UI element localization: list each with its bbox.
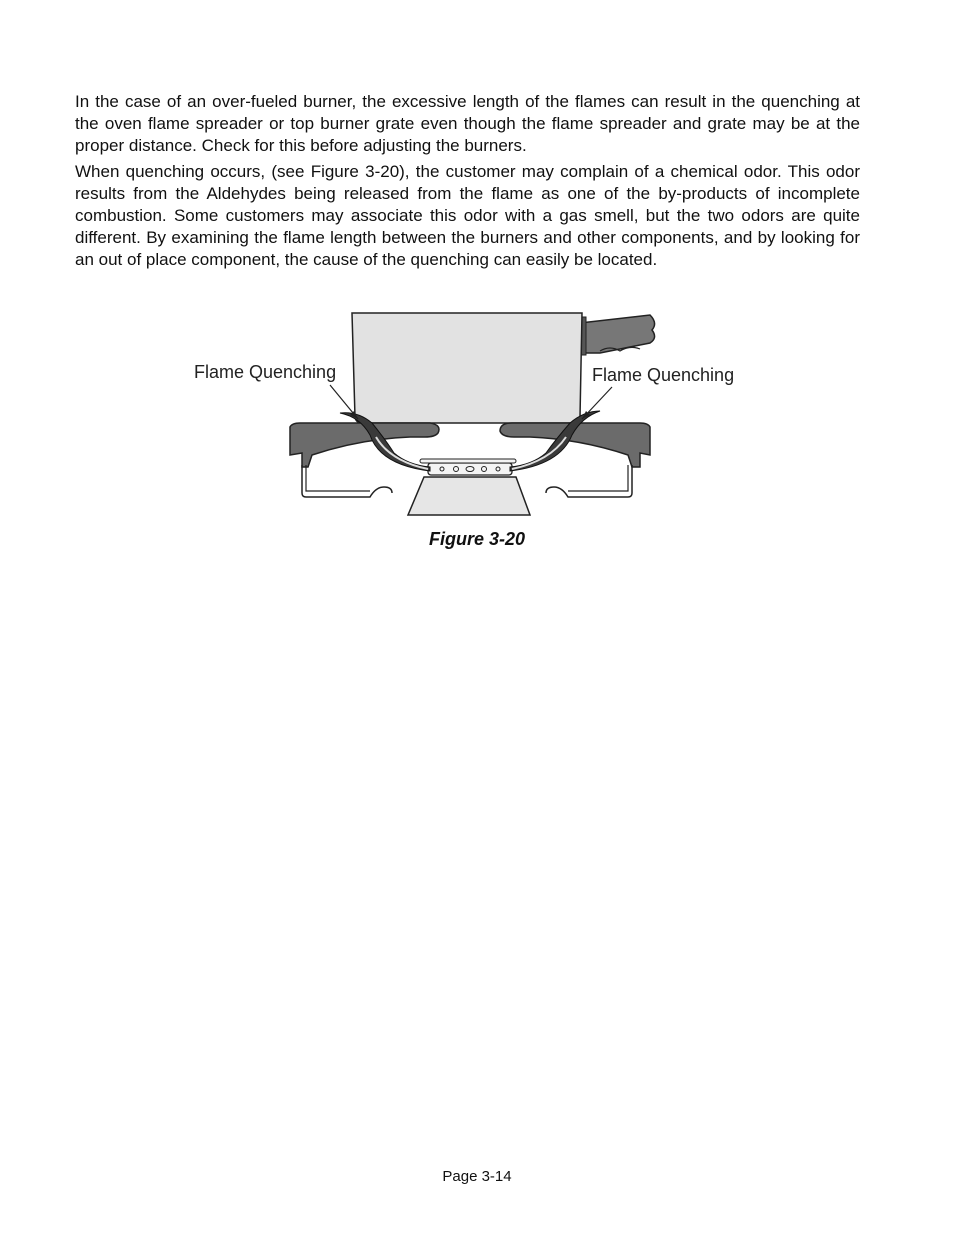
pot bbox=[352, 313, 582, 423]
label-flame-quenching-left: Flame Quenching bbox=[194, 362, 337, 382]
page-number: Page 3-14 bbox=[442, 1168, 512, 1185]
pot-handle bbox=[580, 315, 655, 353]
burner-head bbox=[428, 463, 512, 475]
burner-quenching-diagram bbox=[180, 305, 760, 525]
burner-pan-left bbox=[302, 465, 392, 497]
figure-caption: Figure 3-20 bbox=[428, 529, 526, 549]
burner-body bbox=[408, 477, 530, 515]
burner-pan-right bbox=[546, 465, 632, 497]
body-paragraph-2: When quenching occurs, (see Figure 3-20), the customer may complain of a chemical odor. This odor results from the Aldehydes being released from the flame as one of the by-products of incomplete combustion. Some customers may associate this odor with a gas smell, but the two odors are quite different. By examining the flame length between the burners and other components, and by looking for an out of place component, the cause of the quenching can easily be located. bbox=[75, 162, 860, 269]
left-grate bbox=[290, 423, 439, 467]
body-paragraph-1: In the case of an over-fueled burner, the excessive length of the flames can result in the quenching at the oven flame spreader or top burner grate even though the flame spreader and grate may be at the proper distance. Check for this before adjusting the burners. bbox=[75, 92, 860, 155]
label-flame-quenching-right: Flame Quenching bbox=[592, 365, 735, 385]
